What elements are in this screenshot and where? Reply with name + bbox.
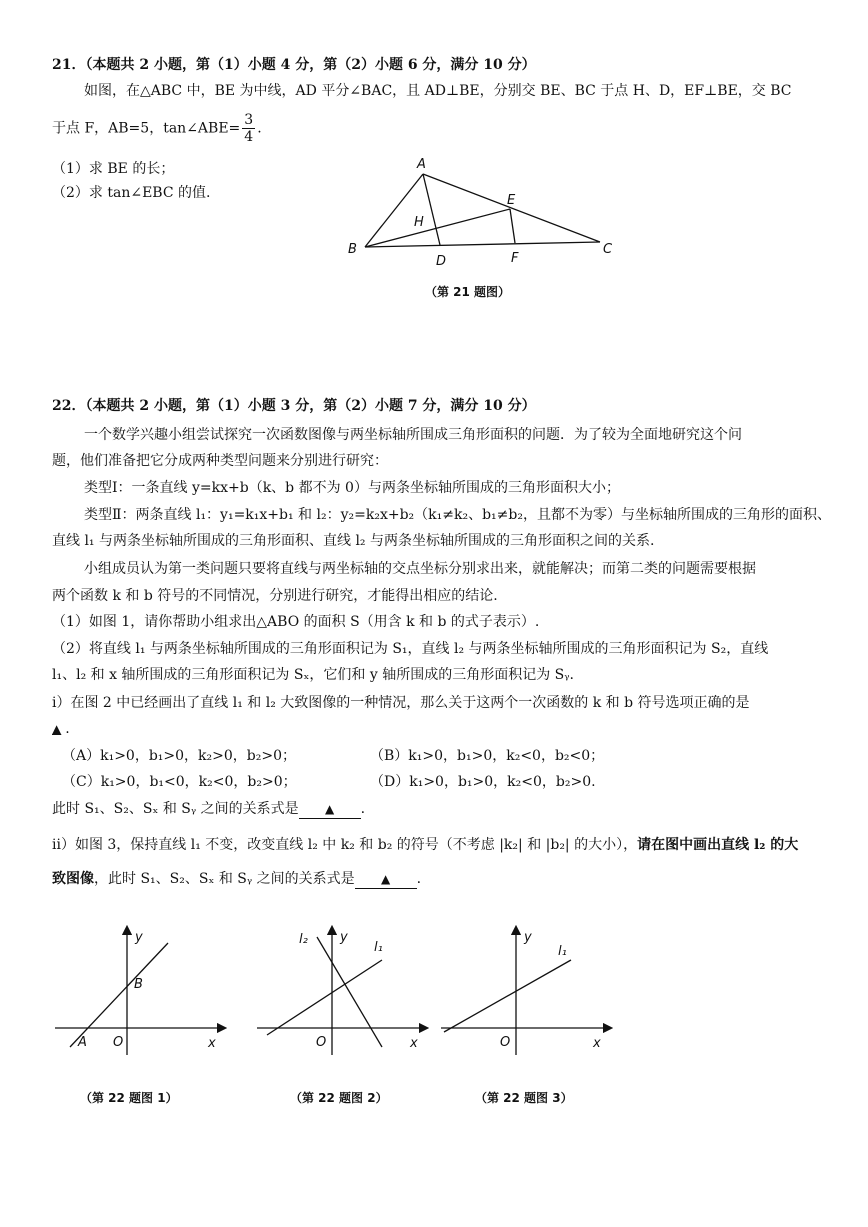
q22-intro-line1: 一个数学兴趣小组尝试探究一次函数图像与两坐标轴所围成三角形面积的问题．为了较为全面地研究这个问 <box>84 427 742 443</box>
q22-group-line1: 小组成员认为第一类问题只要将直线与两坐标轴的交点坐标分别求出来，就能解决；而第二类的问题需要根据 <box>84 561 756 577</box>
q22-option-b: （B）k₁>0，b₁>0，k₂<0，b₂<0； <box>370 748 605 764</box>
q22-figure3-caption: （第 22 题图 3） <box>475 1091 573 1105</box>
answer-blank[interactable]: ▲ <box>355 870 417 889</box>
q21-part1: （1）求 BE 的长； <box>52 161 175 177</box>
label-o: O <box>500 1035 511 1050</box>
q21-segment-be <box>365 209 510 247</box>
blank-end: . <box>360 801 366 817</box>
sub-ii-emphasis-end: 致图像 <box>52 871 94 887</box>
q22-figure1 <box>50 925 230 1060</box>
label-x: x <box>410 1036 418 1051</box>
label-y: y <box>340 930 348 945</box>
q21-header: 21．（本题共 2 小题，第（1）小题 4 分，第（2）小题 6 分，满分 10 分） <box>52 57 536 73</box>
q21-label-e: E <box>507 193 516 208</box>
q22-figure1-caption: （第 22 题图 1） <box>80 1091 178 1105</box>
q21-segment-ac <box>423 174 600 242</box>
sub-ii-emphasis: 请在图中画出直线 l₂ 的大 <box>637 837 799 853</box>
q21-label-b: B <box>348 242 357 257</box>
q21-part2: （2）求 tan∠EBC 的值. <box>52 185 211 201</box>
label-x: x <box>208 1036 216 1051</box>
label-l1: l₁ <box>558 944 567 959</box>
blank-end: . <box>416 871 422 887</box>
label-l2: l₂ <box>299 932 308 947</box>
q22-option-d: （D）k₁>0，b₁>0，k₂<0，b₂>0. <box>370 774 596 790</box>
q21-label-c: C <box>603 242 613 257</box>
line-l1 <box>444 960 571 1032</box>
label-o: O <box>316 1035 327 1050</box>
line-l1 <box>267 960 382 1035</box>
q21-label-f: F <box>511 251 519 266</box>
q22-relation1 <box>52 796 818 822</box>
q22-figure3 <box>436 925 616 1060</box>
q22-sub-i-line1: i）在图 2 中已经画出了直线 l₁ 和 l₂ 大致图像的一种情况，那么关于这两个一次函数的 k 和 b 符号选项正确的是 <box>52 695 750 711</box>
q22-part1: （1）如图 1，请你帮助小组求出△ABO 的面积 S（用含 k 和 b 的式子表示）. <box>52 614 540 630</box>
blank-end: . <box>65 721 70 737</box>
q22-sub-ii-line2 <box>52 866 818 892</box>
q21-segment-ad <box>423 174 440 245</box>
answer-blank[interactable]: ▲ <box>299 800 361 819</box>
q22-sub-ii-line1 <box>52 832 818 858</box>
q22-intro-line2: 题，他们准备把它分成两种类型问题来分别进行研究： <box>52 453 388 469</box>
q22-figure2 <box>252 925 432 1060</box>
q21-label-h: H <box>414 215 424 230</box>
q22-part2-line1: （2）将直线 l₁ 与两条坐标轴所围成的三角形面积记为 S₁，直线 l₂ 与两条坐标轴所围成的三角形面积记为 S₂，直线 <box>52 641 769 657</box>
q22-figure2-caption: （第 22 题图 2） <box>290 1091 388 1105</box>
label-y: y <box>524 930 532 945</box>
q21-stem-line1: 如图，在△ABC 中，BE 为中线，AD 平分∠BAC，且 AD⊥BE，分别交 BE、BC 于点 H、D，EF⊥BE，交 BC <box>84 83 792 99</box>
label-x: x <box>593 1036 601 1051</box>
answer-blank[interactable]: ▲ <box>52 722 62 736</box>
q21-tan-fraction <box>242 112 255 145</box>
q21-stem-line2-prefix: 于点 F，AB=5，tan∠ABE= <box>52 120 241 137</box>
fraction-numerator: 3 <box>244 112 254 128</box>
sub-ii-text: ii）如图 3，保持直线 l₁ 不变，改变直线 l₂ 中 k₂ 和 b₂ 的符号（不考虑 |k₂| 和 |b₂| 的大小）， <box>52 837 638 853</box>
q21-segment-ef <box>510 209 515 243</box>
q22-option-a: （A）k₁>0，b₁>0，k₂>0，b₂>0； <box>62 748 297 764</box>
sub-ii-relation: ，此时 S₁、S₂、Sₓ 和 Sᵧ 之间的关系式是 <box>94 871 355 887</box>
label-a: A <box>78 1035 87 1050</box>
q21-label-a: A <box>417 157 426 172</box>
q22-option-c: （C）k₁>0，b₁<0，k₂<0，b₂>0； <box>62 774 297 790</box>
q22-group-line2: 两个函数 k 和 b 符号的不同情况，分别进行研究，才能得出相应的结论. <box>52 588 498 604</box>
q22-type2-line1: 类型Ⅱ：两条直线 l₁：y₁=k₁x+b₁ 和 l₂：y₂=k₂x+b₂（k₁≠k₂、b₁≠b₂，且都不为零）与坐标轴所围成的三角形的面积、 <box>84 507 831 523</box>
label-b: B <box>134 977 143 992</box>
q22-type1: 类型Ⅰ：一条直线 y=kx+b（k、b 都不为 0）与两条坐标轴所围成的三角形面积大小； <box>84 480 620 496</box>
q21-label-d: D <box>436 254 447 269</box>
q22-header: 22．（本题共 2 小题，第（1）小题 3 分，第（2）小题 7 分，满分 10 分） <box>52 398 536 414</box>
label-y: y <box>135 930 143 945</box>
q21-stem-line2-suffix: . <box>257 120 262 137</box>
q21-segment-bc <box>365 242 600 247</box>
line-ab <box>70 943 168 1047</box>
label-o: O <box>113 1035 124 1050</box>
line-l2 <box>317 937 382 1047</box>
q22-sub-i-blank <box>52 716 818 742</box>
label-l1: l₁ <box>374 940 383 955</box>
q21-figure-caption: （第 21 题图） <box>425 285 511 299</box>
fraction-denominator: 4 <box>244 129 254 145</box>
q21-stem-line2 <box>52 112 818 145</box>
q22-part2-line2: l₁、l₂ 和 x 轴所围成的三角形面积记为 Sₓ，它们和 y 轴所围成的三角形面积记为 Sᵧ. <box>52 667 574 683</box>
q21-segment-ab <box>365 174 423 247</box>
relation1-prefix: 此时 S₁、S₂、Sₓ 和 Sᵧ 之间的关系式是 <box>52 801 299 817</box>
q22-type2-line2: 直线 l₁ 与两条坐标轴所围成的三角形面积、直线 l₂ 与两条坐标轴所围成的三角形面积之间的关系. <box>52 533 655 549</box>
